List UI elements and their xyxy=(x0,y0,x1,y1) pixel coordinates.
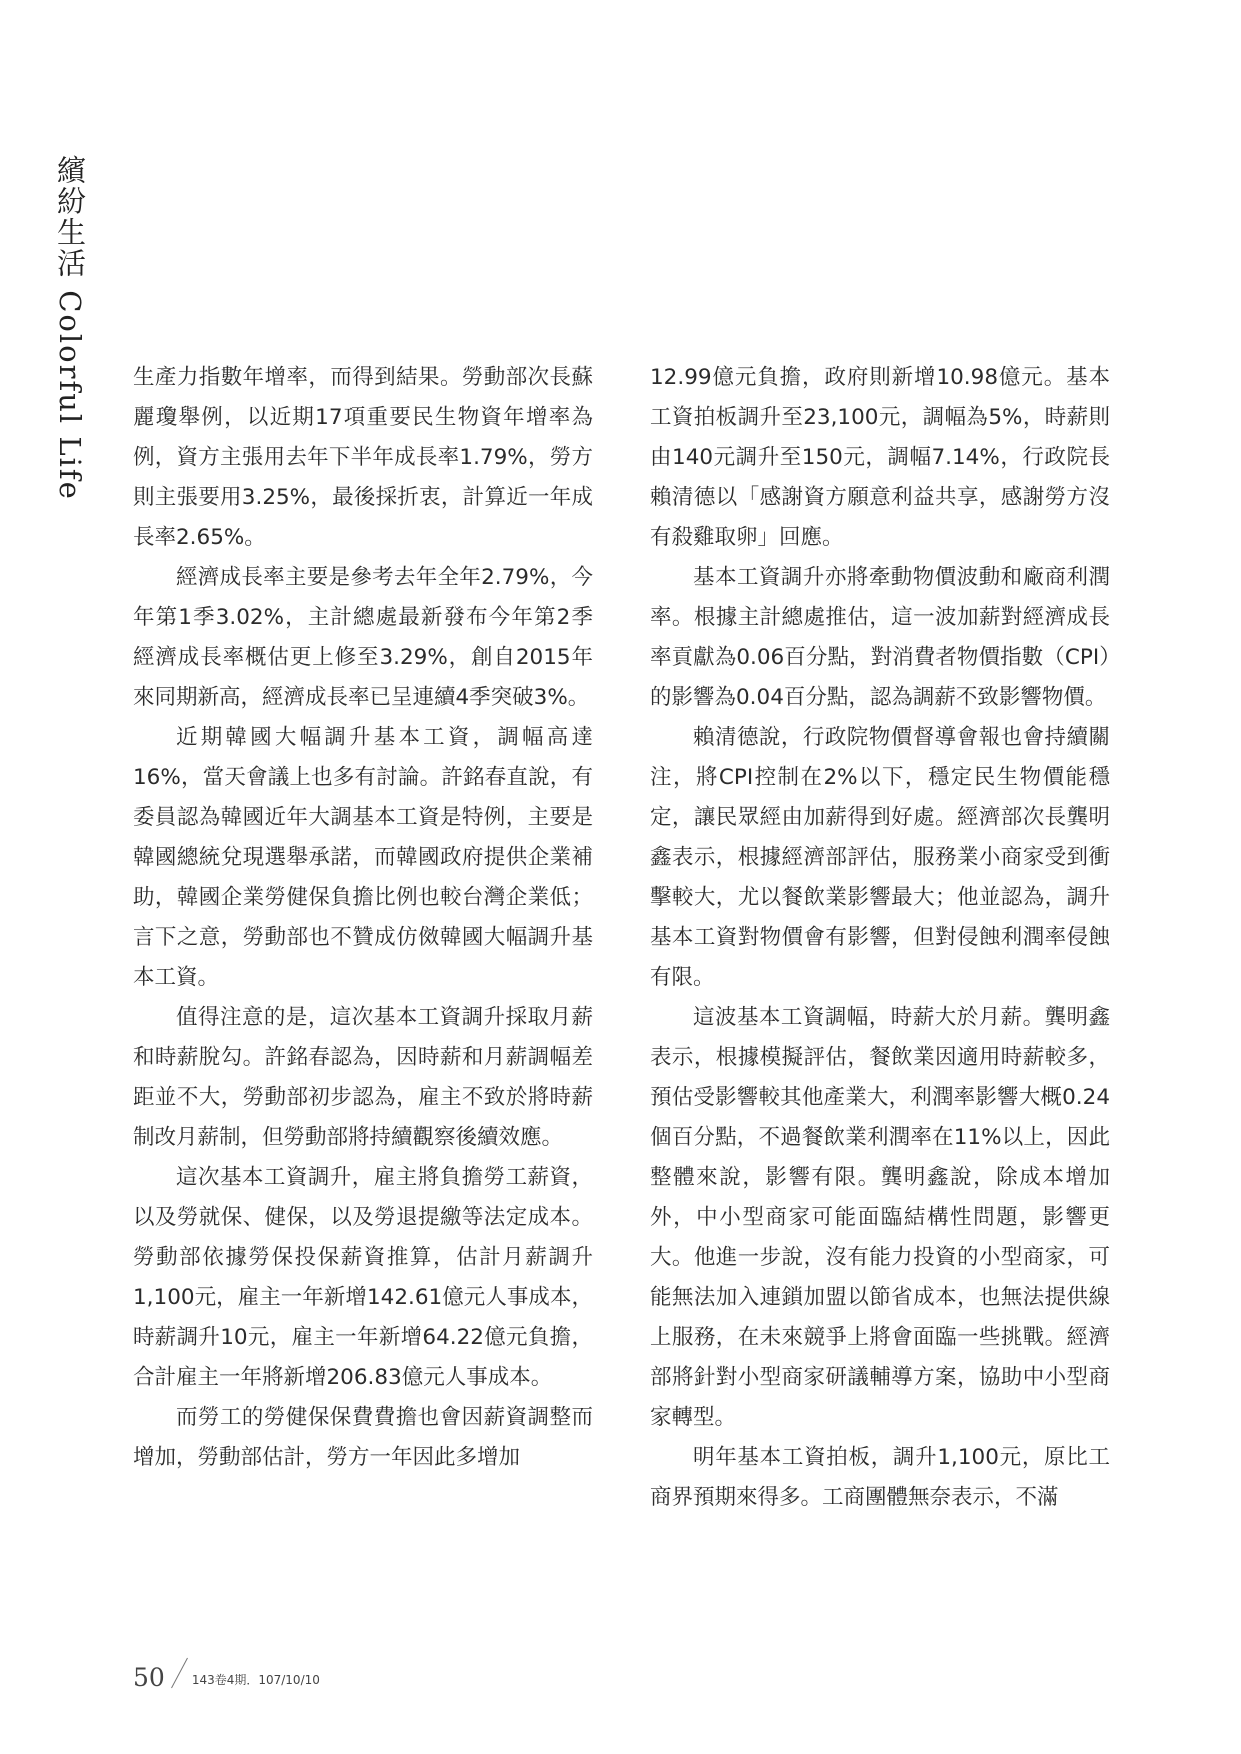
section-label: 繽紛生活 Colorful Life xyxy=(53,155,87,501)
paragraph: 生產力指數年增率，而得到結果。勞動部次長蘇麗瓊舉例，以近期17項重要民生物資年增率為例，資方主張用去年下半年成長率1.79%，勞方則主張要用3.25%，最後採折衷，計算近一年成長率2.65%。 xyxy=(133,365,593,550)
right-column xyxy=(650,358,1110,1518)
issue-info: 143卷4期．107/10/10 xyxy=(191,1673,320,1687)
paragraph: 而勞工的勞健保保費費擔也會因薪資調整而增加，勞動部估計，勞方一年因此多增加 xyxy=(133,1405,593,1470)
paragraph: 賴清德說，行政院物價督導會報也會持續關注，將CPI控制在2%以下，穩定民生物價能穩定，讓民眾經由加薪得到好處。經濟部次長龔明鑫表示，根據經濟部評估，服務業小商家受到衝擊較大，尤以餐飲業影響最大；他並認為，調升基本工資對物價會有影響，但對侵蝕利潤率侵蝕有限。 xyxy=(650,725,1110,990)
paragraph: 值得注意的是，這次基本工資調升採取月薪和時薪脫勾。許銘春認為，因時薪和月薪調幅差距並不大，勞動部初步認為，雇主不致於將時薪制改月薪制，但勞動部將持續觀察後續效應。 xyxy=(133,1005,593,1150)
paragraph: 近期韓國大幅調升基本工資，調幅高達16%，當天會議上也多有討論。許銘春直說，有委員認為韓國近年大調基本工資是特例，主要是韓國總統兌現選舉承諾，而韓國政府提供企業補助，韓國企業勞健保負擔比例也較台灣企業低；言下之意，勞動部也不贊成仿傚韓國大幅調升基本工資。 xyxy=(133,725,593,990)
page-number: 50 xyxy=(133,1663,165,1692)
paragraph: 基本工資調升亦將牽動物價波動和廠商利潤率。根據主計總處推估，這一波加薪對經濟成長率貢獻為0.06百分點，對消費者物價指數（CPI）的影響為0.04百分點，認為調薪不致影響物價。 xyxy=(650,565,1110,710)
paragraph: 12.99億元負擔，政府則新增10.98億元。基本工資拍板調升至23,100元，調幅為5%，時薪則由140元調升至150元，調幅7.14%，行政院長賴清德以「感謝資方願意利益共享，感謝勞方沒有殺雞取卵」回應。 xyxy=(650,365,1110,550)
paragraph: 經濟成長率主要是參考去年全年2.79%，今年第1季3.02%，主計總處最新發布今年第2季經濟成長率概估更上修至3.29%，創自2015年來同期新高，經濟成長率已呈連續4季突破3%。 xyxy=(133,565,593,710)
page-footer xyxy=(133,1656,320,1690)
paragraph: 這波基本工資調幅，時薪大於月薪。龔明鑫表示，根據模擬評估，餐飲業因適用時薪較多，預估受影響較其他產業大，利潤率影響大概0.24個百分點，不過餐飲業利潤率在11%以上，因此整體來說，影響有限。龔明鑫說，除成本增加外，中小型商家可能面臨結構性問題，影響更大。他進一步說，沒有能力投資的小型商家，可能無法加入連鎖加盟以節省成本，也無法提供線上服務，在未來競爭上將會面臨一些挑戰。經濟部將針對小型商家研議輔導方案，協助中小型商家轉型。 xyxy=(650,1005,1110,1430)
paragraph: 這次基本工資調升，雇主將負擔勞工薪資，以及勞就保、健保，以及勞退提繳等法定成本。勞動部依據勞保投保薪資推算，估計月薪調升1,100元，雇主一年新增142.61億元人事成本，時薪調升10元，雇主一年新增64.22億元負擔，合計雇主一年將新增206.83億元人事成本。 xyxy=(133,1165,593,1390)
footer-divider xyxy=(171,1658,188,1688)
paragraph: 明年基本工資拍板，調升1,100元，原比工商界預期來得多。工商團體無奈表示，不滿 xyxy=(650,1445,1110,1510)
left-column xyxy=(133,358,593,1478)
